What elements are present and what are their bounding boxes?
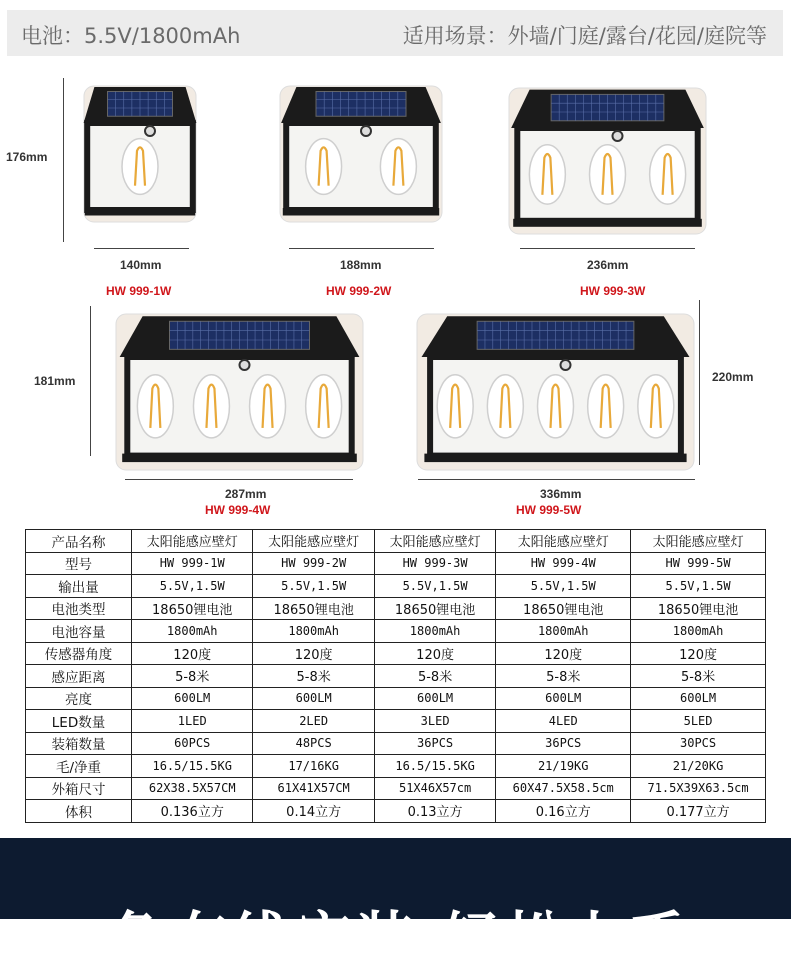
motion-sensor <box>561 360 571 370</box>
table-row <box>26 732 766 755</box>
row-label: 电池类型 <box>26 597 132 620</box>
width-line-1w <box>94 248 189 249</box>
table-cell: 17/16KG <box>253 755 374 778</box>
row-label: 体积 <box>26 800 132 823</box>
row-label: 型号 <box>26 552 132 575</box>
table-row <box>26 530 766 553</box>
lamp-image-3w <box>505 80 710 240</box>
table-row <box>26 552 766 575</box>
width-line-5w <box>418 479 695 480</box>
table-cell: HW 999-4W <box>496 552 631 575</box>
height-line-5w <box>699 300 700 465</box>
table-cell: 1LED <box>132 710 253 733</box>
table-cell: 5-8米 <box>631 665 766 688</box>
model-label-2w: HW 999-2W <box>326 284 392 298</box>
model-label-1w: HW 999-1W <box>106 284 172 298</box>
lamp-image-4w <box>112 306 367 476</box>
lamp-base <box>513 219 702 227</box>
table-cell: 18650锂电池 <box>253 597 374 620</box>
table-cell: 5.5V,1.5W <box>631 575 766 598</box>
lamp-base <box>122 454 357 463</box>
height-label-5w: 220mm <box>712 370 754 384</box>
table-cell: 600LM <box>132 687 253 710</box>
table-cell: 600LM <box>253 687 374 710</box>
width-line-3w <box>520 248 695 249</box>
width-line-4w <box>125 479 353 480</box>
table-cell: 5-8米 <box>132 665 253 688</box>
lamp-base <box>283 208 439 216</box>
table-cell: 36PCS <box>496 732 631 755</box>
table-cell: 600LM <box>374 687 495 710</box>
battery-spec: 电池：5.5V/1800mAh <box>21 24 241 48</box>
table-cell: 18650锂电池 <box>496 597 631 620</box>
width-label-5w: 336mm <box>540 487 582 501</box>
table-cell: 太阳能感应壁灯 <box>374 530 495 553</box>
table-cell: 21/19KG <box>496 755 631 778</box>
table-cell: 太阳能感应壁灯 <box>496 530 631 553</box>
height-line-1w <box>63 78 64 242</box>
spec-table <box>25 529 766 823</box>
table-cell: 1800mAh <box>253 620 374 643</box>
table-cell: 71.5X39X63.5cm <box>631 777 766 800</box>
width-label-2w: 188mm <box>340 258 382 272</box>
table-cell: 21/20KG <box>631 755 766 778</box>
row-label: 电池容量 <box>26 620 132 643</box>
lamp-base <box>424 454 686 463</box>
table-cell: 太阳能感应壁灯 <box>253 530 374 553</box>
width-label-3w: 236mm <box>587 258 629 272</box>
table-cell: 48PCS <box>253 732 374 755</box>
table-cell: 太阳能感应壁灯 <box>132 530 253 553</box>
width-line-2w <box>289 248 434 249</box>
table-row <box>26 575 766 598</box>
lamp-image-1w <box>80 78 200 228</box>
table-cell: 600LM <box>631 687 766 710</box>
table-row <box>26 777 766 800</box>
table-cell: HW 999-2W <box>253 552 374 575</box>
table-cell: HW 999-1W <box>132 552 253 575</box>
table-cell: 5LED <box>631 710 766 733</box>
table-cell: 1800mAh <box>374 620 495 643</box>
height-label-1w: 176mm <box>6 150 48 164</box>
table-cell: 3LED <box>374 710 495 733</box>
table-cell: 60PCS <box>132 732 253 755</box>
lamp-image-5w <box>413 306 698 476</box>
footer-slogan: 免布线安装 轻松上手 <box>108 905 691 973</box>
table-cell: 1800mAh <box>631 620 766 643</box>
table-cell: 120度 <box>496 642 631 665</box>
table-row <box>26 755 766 778</box>
model-label-3w: HW 999-3W <box>580 284 646 298</box>
table-cell: 16.5/15.5KG <box>374 755 495 778</box>
table-cell: 18650锂电池 <box>374 597 495 620</box>
table-cell: 4LED <box>496 710 631 733</box>
row-label: 感应距离 <box>26 665 132 688</box>
table-row <box>26 800 766 823</box>
motion-sensor <box>361 126 371 136</box>
row-label: 产品名称 <box>26 530 132 553</box>
row-label: 亮度 <box>26 687 132 710</box>
height-label-4w: 181mm <box>34 374 76 388</box>
table-cell: 2LED <box>253 710 374 733</box>
table-cell: 5.5V,1.5W <box>253 575 374 598</box>
table-cell: 0.16立方 <box>496 800 631 823</box>
table-cell: 太阳能感应壁灯 <box>631 530 766 553</box>
table-cell: HW 999-5W <box>631 552 766 575</box>
table-cell: 0.13立方 <box>374 800 495 823</box>
motion-sensor <box>240 360 250 370</box>
table-row <box>26 620 766 643</box>
spec-header-bar <box>7 10 783 56</box>
table-cell: 60X47.5X58.5cm <box>496 777 631 800</box>
table-row <box>26 687 766 710</box>
motion-sensor <box>145 126 155 136</box>
width-label-1w: 140mm <box>120 258 162 272</box>
row-label: 输出量 <box>26 575 132 598</box>
model-label-4w: HW 999-4W <box>205 503 271 517</box>
table-cell: 16.5/15.5KG <box>132 755 253 778</box>
model-label-5w: HW 999-5W <box>516 503 582 517</box>
table-cell: 18650锂电池 <box>132 597 253 620</box>
table-cell: 5.5V,1.5W <box>496 575 631 598</box>
table-cell: 120度 <box>132 642 253 665</box>
lamp-image-2w <box>276 78 446 228</box>
row-label: 装箱数量 <box>26 732 132 755</box>
table-cell: 120度 <box>374 642 495 665</box>
width-label-4w: 287mm <box>225 487 267 501</box>
table-cell: 0.14立方 <box>253 800 374 823</box>
row-label: 传感器角度 <box>26 642 132 665</box>
table-cell: 30PCS <box>631 732 766 755</box>
row-label: 外箱尺寸 <box>26 777 132 800</box>
table-cell: 62X38.5X57CM <box>132 777 253 800</box>
table-cell: 0.136立方 <box>132 800 253 823</box>
table-cell: 18650锂电池 <box>631 597 766 620</box>
lamp-base <box>85 208 195 216</box>
table-cell: HW 999-3W <box>374 552 495 575</box>
table-row <box>26 665 766 688</box>
motion-sensor <box>613 131 623 141</box>
application-scenes: 适用场景：外墙/门庭/露台/花园/庭院等 <box>402 24 767 48</box>
table-cell: 5-8米 <box>496 665 631 688</box>
table-cell: 600LM <box>496 687 631 710</box>
table-cell: 120度 <box>631 642 766 665</box>
table-cell: 120度 <box>253 642 374 665</box>
table-row <box>26 710 766 733</box>
table-row <box>26 597 766 620</box>
height-line-4w <box>90 306 91 456</box>
table-cell: 0.177立方 <box>631 800 766 823</box>
table-cell: 51X46X57cm <box>374 777 495 800</box>
solar-panel <box>316 92 406 117</box>
table-cell: 5-8米 <box>374 665 495 688</box>
table-cell: 5.5V,1.5W <box>132 575 253 598</box>
table-cell: 1800mAh <box>132 620 253 643</box>
table-cell: 1800mAh <box>496 620 631 643</box>
table-cell: 36PCS <box>374 732 495 755</box>
table-cell: 5.5V,1.5W <box>374 575 495 598</box>
row-label: 毛/净重 <box>26 755 132 778</box>
row-label: LED数量 <box>26 710 132 733</box>
table-row <box>26 642 766 665</box>
table-cell: 61X41X57CM <box>253 777 374 800</box>
table-cell: 5-8米 <box>253 665 374 688</box>
footer-banner <box>0 838 791 973</box>
